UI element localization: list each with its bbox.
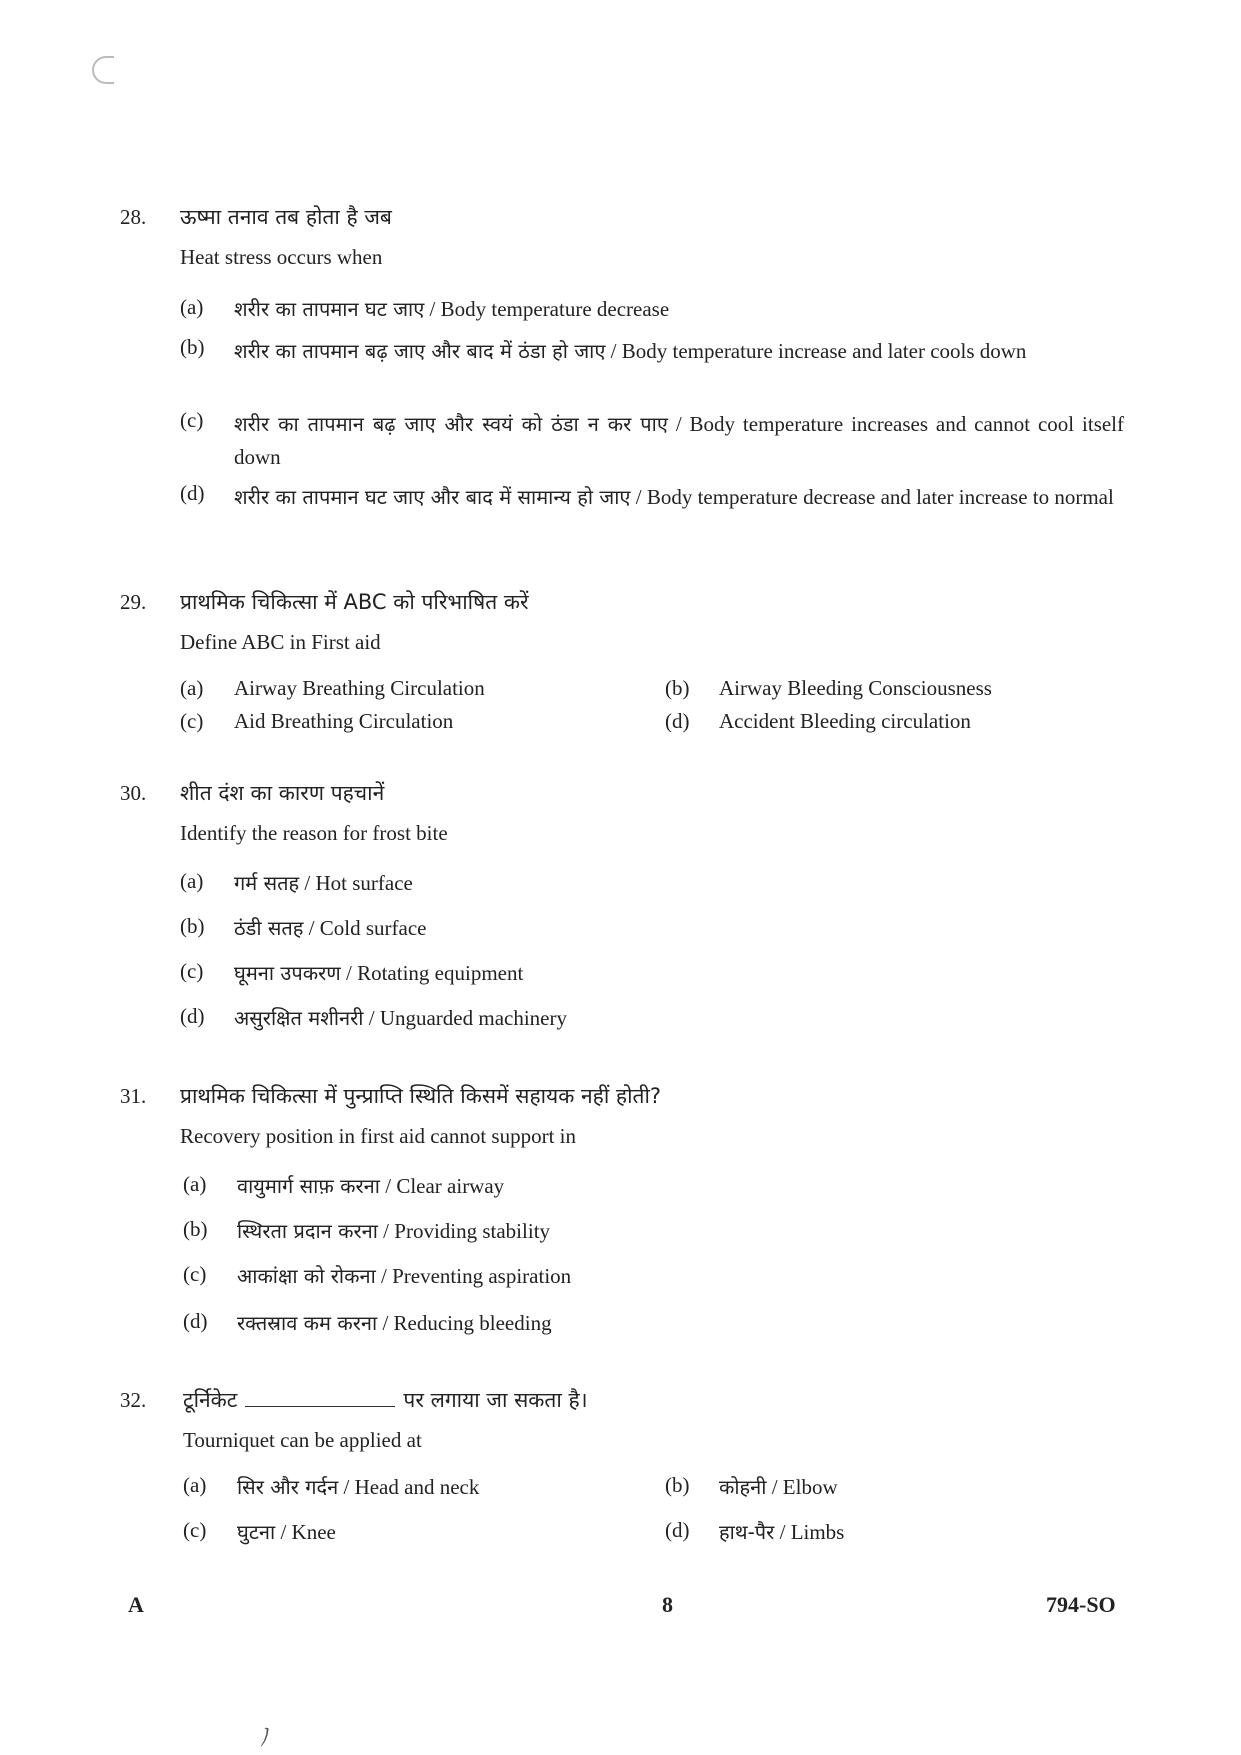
- option-letter: (b): [180, 335, 205, 359]
- question-text-english: Identify the reason for frost bite: [180, 821, 448, 845]
- option-text: सिर और गर्दन / Head and neck: [237, 1475, 480, 1499]
- question-number: 30.: [120, 781, 147, 805]
- footer-series: A: [128, 1592, 144, 1617]
- option-letter: (d): [180, 1004, 205, 1028]
- question-text-hindi: शीत दंश का कारण पहचानें: [180, 781, 385, 805]
- question-number: 28.: [120, 205, 147, 229]
- option-text: शरीर का तापमान घट जाए और बाद में सामान्य हो जाए / Body temperature decrease and later increase to normal: [234, 485, 1114, 509]
- option-letter: (a): [183, 1473, 207, 1497]
- option-letter: (c): [180, 959, 204, 983]
- fill-in-blank: [245, 1388, 395, 1407]
- option-letter: (b): [665, 1473, 690, 1497]
- question-text-hindi: टूर्निकेट पर लगाया जा सकता है।: [183, 1388, 588, 1412]
- question-text-english: Heat stress occurs when: [180, 245, 383, 269]
- option-text: शरीर का तापमान बढ़ जाए और बाद में ठंडा हो जाए / Body temperature increase and later cools down: [234, 339, 1027, 363]
- option-letter: (a): [183, 1172, 207, 1196]
- option-text: Airway Breathing Circulation: [234, 676, 485, 700]
- option-letter: (b): [665, 676, 690, 700]
- option-letter: (c): [183, 1518, 207, 1542]
- option-letter: (a): [180, 676, 204, 700]
- option-letter: (d): [183, 1309, 208, 1333]
- option-text: Airway Bleeding Consciousness: [719, 676, 992, 700]
- footer-paper-code: 794-SO: [1046, 1592, 1116, 1617]
- footer-page-number: 8: [662, 1592, 673, 1617]
- question-text-english: Recovery position in first aid cannot support in: [180, 1124, 577, 1148]
- pen-mark: ノ: [251, 1721, 281, 1753]
- option-text: कोहनी / Elbow: [719, 1475, 838, 1499]
- option-text: रक्तस्राव कम करना / Reducing bleeding: [237, 1311, 552, 1335]
- option-letter: (d): [180, 481, 205, 505]
- option-letter: (a): [180, 869, 204, 893]
- option-letter: (c): [180, 709, 204, 733]
- option-text: गर्म सतह / Hot surface: [234, 871, 413, 895]
- option-text: Accident Bleeding circulation: [719, 709, 971, 733]
- option-letter: (b): [183, 1217, 208, 1241]
- option-text: Aid Breathing Circulation: [234, 709, 454, 733]
- option-letter: (c): [180, 408, 204, 432]
- question-text-english: Define ABC in First aid: [180, 630, 381, 654]
- option-letter: (a): [180, 295, 204, 319]
- question-text-hindi: प्राथमिक चिकित्सा में पुन्प्राप्ति स्थिति किसमें सहायक नहीं होती?: [180, 1084, 662, 1108]
- question-number: 32.: [120, 1388, 147, 1412]
- option-text: असुरक्षित मशीनरी / Unguarded machinery: [234, 1006, 567, 1030]
- question-text-hindi: प्राथमिक चिकित्सा में ABC को परिभाषित करें: [180, 590, 529, 614]
- question-text-english: Tourniquet can be applied at: [183, 1428, 422, 1452]
- question-number: 29.: [120, 590, 147, 614]
- option-letter: (d): [665, 709, 690, 733]
- option-text: ठंडी सतह / Cold surface: [234, 916, 427, 940]
- corner-mark: [92, 56, 114, 84]
- option-text: घुटना / Knee: [237, 1520, 336, 1544]
- option-text: शरीर का तापमान घट जाए / Body temperature decrease: [234, 297, 670, 321]
- option-text: वायुमार्ग साफ़ करना / Clear airway: [237, 1174, 505, 1198]
- option-text: शरीर का तापमान बढ़ जाए और स्वयं को ठंडा न कर पाए / Body temperature increases and cannot cool itself down: [234, 412, 1125, 469]
- option-text: आकांक्षा को रोकना / Preventing aspiration: [237, 1264, 572, 1288]
- option-text: घूमना उपकरण / Rotating equipment: [234, 961, 524, 985]
- option-text: हाथ-पैर / Limbs: [719, 1520, 845, 1544]
- option-text: स्थिरता प्रदान करना / Providing stability: [237, 1219, 551, 1243]
- option-letter: (c): [183, 1262, 207, 1286]
- question-text-hindi: ऊष्मा तनाव तब होता है जब: [180, 205, 392, 229]
- option-letter: (d): [665, 1518, 690, 1542]
- option-letter: (b): [180, 914, 205, 938]
- question-number: 31.: [120, 1084, 147, 1108]
